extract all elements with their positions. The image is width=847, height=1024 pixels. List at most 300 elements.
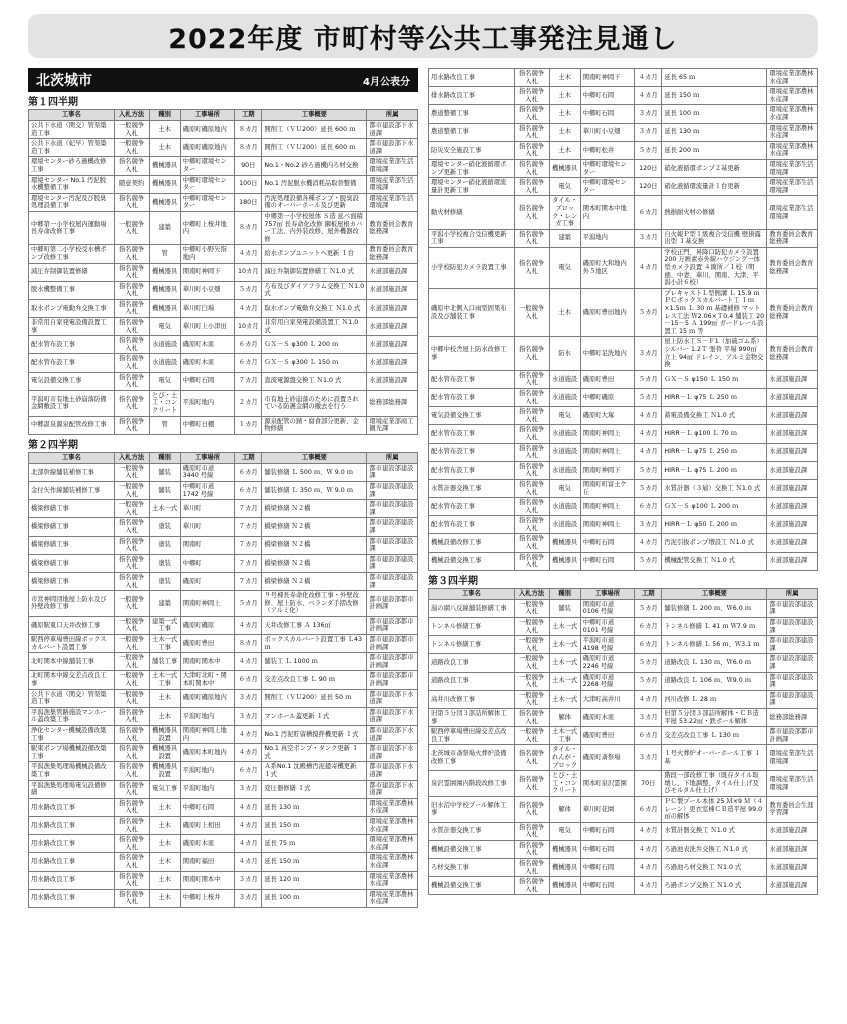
department-cell: 都市建設部建設課 bbox=[367, 481, 418, 499]
bid-method-cell: 指名競争入札 bbox=[514, 461, 549, 479]
bid-method-cell: 一般競争入札 bbox=[514, 672, 549, 690]
table-row bbox=[429, 516, 818, 534]
bid-method-cell: 指名競争入札 bbox=[114, 707, 149, 725]
table-header-row bbox=[429, 588, 818, 599]
category-cell: 土木 bbox=[149, 816, 180, 834]
department-cell: 環境産業部農林水産課 bbox=[767, 69, 818, 87]
duration-cell: ４カ月 bbox=[635, 534, 662, 552]
duration-cell: ４カ月 bbox=[235, 299, 262, 317]
bid-method-cell: 指名競争入札 bbox=[114, 762, 149, 780]
summary-cell: HIRR－Ｌ φ100 Ｌ 70 ｍ bbox=[662, 425, 767, 443]
duration-cell: ５カ月 bbox=[635, 388, 662, 406]
department-cell: 環境産業部農林水産課 bbox=[367, 871, 418, 889]
table-row bbox=[29, 318, 418, 336]
work-name-cell: 用水路改良工事 bbox=[29, 816, 115, 834]
table-row bbox=[429, 877, 818, 895]
summary-cell: ろ過ポンプ交換工 Ｎ1.0 式 bbox=[662, 877, 767, 895]
department-cell: 水道部施設課 bbox=[767, 534, 818, 552]
bid-method-cell: 指名競争入札 bbox=[114, 318, 149, 336]
table-row bbox=[29, 689, 418, 707]
category-cell: 土木 bbox=[549, 69, 580, 87]
summary-cell: No.1 汚泥脱水機消耗品取替整備 bbox=[262, 175, 367, 193]
category-cell: 電気 bbox=[549, 479, 580, 497]
work-name-cell: 環境センター汚泥及び脱臭処理設備工事 bbox=[29, 193, 115, 211]
summary-cell: 取水ポンプ電動弁交換工 Ｎ1.0 式 bbox=[262, 299, 367, 317]
table-row bbox=[429, 159, 818, 177]
location-cell: 中郷町石岡 bbox=[580, 822, 634, 840]
duration-cell: ７カ月 bbox=[235, 500, 262, 518]
summary-cell: 直流電源盤交換工 Ｎ1.0 式 bbox=[262, 372, 367, 390]
category-cell: 土木一式 bbox=[549, 654, 580, 672]
department-cell: 水道部施設課 bbox=[767, 461, 818, 479]
duration-cell: ４カ月 bbox=[635, 690, 662, 708]
location-cell: 関南町神岡上 bbox=[580, 498, 634, 516]
department-cell: 都市建設部建設課 bbox=[767, 654, 818, 672]
department-cell: 環境産業部生活環境課 bbox=[767, 771, 818, 797]
table-row bbox=[429, 822, 818, 840]
duration-cell: 90日 bbox=[235, 157, 262, 175]
location-cell: 磯原町木皿 bbox=[180, 835, 234, 853]
category-cell: 水道施設 bbox=[549, 516, 580, 534]
duration-cell: ６カ月 bbox=[235, 336, 262, 354]
column-header: 工事名 bbox=[29, 110, 115, 121]
summary-cell: 延長 150 ｍ bbox=[662, 87, 767, 105]
summary-cell: 延長 100 ｍ bbox=[262, 889, 367, 907]
bid-method-cell: 指名競争入札 bbox=[114, 157, 149, 175]
duration-cell: ３カ月 bbox=[235, 889, 262, 907]
work-name-cell: 北部幹線舗装補修工事 bbox=[29, 463, 115, 481]
header-banner bbox=[28, 14, 818, 58]
duration-cell: ６カ月 bbox=[635, 636, 662, 654]
duration-cell: ３カ月 bbox=[635, 516, 662, 534]
work-name-cell: 平潟漁集管路施設マンホール蓋改築工事 bbox=[29, 707, 115, 725]
work-name-cell: 非常用自家発電設備設置工事 bbox=[29, 318, 115, 336]
duration-cell: ４カ月 bbox=[235, 726, 262, 744]
table-row bbox=[29, 299, 418, 317]
department-cell: 都市建設部下水道課 bbox=[367, 780, 418, 798]
bid-method-cell: 指名競争入札 bbox=[114, 518, 149, 536]
duration-cell: 120日 bbox=[635, 178, 662, 196]
category-cell: 土木 bbox=[149, 835, 180, 853]
duration-cell: 10カ月 bbox=[235, 263, 262, 281]
work-name-cell: 用水路改良工事 bbox=[429, 69, 515, 87]
location-cell: 中郷町日棚 bbox=[180, 416, 234, 434]
summary-cell: 延長 65 ｍ bbox=[662, 69, 767, 87]
department-cell: 水道部施設課 bbox=[367, 336, 418, 354]
location-cell: 大津町高井川 bbox=[580, 690, 634, 708]
summary-cell: ９号棟長寿命化改修工事・外壁改修、屋上防水、ベランダ手摺改修（アルミ化） bbox=[262, 591, 367, 617]
work-name-cell: 市営神岡団地屋上防水及び外壁改修工事 bbox=[29, 591, 115, 617]
category-cell: 機械器具 bbox=[549, 159, 580, 177]
department-cell: 環境産業部農林水産課 bbox=[767, 87, 818, 105]
summary-cell: 硝化液循環流量計１台更新 bbox=[662, 178, 767, 196]
table-row bbox=[29, 780, 418, 798]
duration-cell: ５カ月 bbox=[635, 370, 662, 388]
summary-cell: 舗装修繕 Ｌ 200 ｍ、Ｗ6.0 ｍ bbox=[662, 599, 767, 617]
duration-cell: ７カ月 bbox=[235, 518, 262, 536]
duration-cell: ４カ月 bbox=[635, 87, 662, 105]
table-row bbox=[29, 616, 418, 634]
work-name-cell: 水質計器交換工事 bbox=[429, 822, 515, 840]
location-cell: 磯原町磯原地内 bbox=[180, 121, 234, 139]
bid-method-cell: 一般競争入札 bbox=[514, 599, 549, 617]
summary-cell: 汚泥引抜ポンプ増設工 Ｎ1.0 式 bbox=[662, 534, 767, 552]
department-cell: 都市建設部建設課 bbox=[367, 518, 418, 536]
bid-method-cell: 指名競争入札 bbox=[114, 372, 149, 390]
summary-cell: 延長 130 ｍ bbox=[262, 798, 367, 816]
bid-method-cell: 一般競争入札 bbox=[114, 591, 149, 617]
city-header-bar bbox=[28, 68, 418, 92]
duration-cell: ５カ月 bbox=[635, 479, 662, 497]
department-cell: 水道部施設課 bbox=[367, 281, 418, 299]
summary-cell: HIRR－Ｌ φ75 Ｌ 250 ｍ bbox=[662, 443, 767, 461]
work-name-cell: 平潟小学校複合受信機更新工事 bbox=[429, 229, 515, 247]
bid-method-cell: 指名競争入札 bbox=[514, 840, 549, 858]
bid-method-cell: 指名競争入札 bbox=[514, 822, 549, 840]
work-name-cell: 農道整備工事 bbox=[429, 105, 515, 123]
summary-cell: 水質計器交換工 Ｎ1.0 式 bbox=[662, 822, 767, 840]
department-cell: 都市建設部都市計画課 bbox=[367, 616, 418, 634]
table-row bbox=[429, 599, 818, 617]
summary-cell: 延長 150 ｍ bbox=[262, 816, 367, 834]
summary-cell: ボックスカルバート設置工事 Ｌ43ｍ bbox=[262, 635, 367, 653]
location-cell: 磯原町磯原 bbox=[180, 616, 234, 634]
work-name-cell: 駅西停車場豊田線交差点改良工事 bbox=[429, 727, 515, 745]
table-row bbox=[29, 554, 418, 572]
location-cell: 中郷町石岡 bbox=[180, 798, 234, 816]
location-cell: 磯原町豊田地内 bbox=[580, 288, 634, 337]
location-cell: 中郷町足洗地内 bbox=[580, 337, 634, 370]
category-cell: 解体 bbox=[549, 708, 580, 726]
table-row bbox=[29, 653, 418, 671]
table-row bbox=[429, 87, 818, 105]
duration-cell: ５カ月 bbox=[635, 552, 662, 570]
projects-table bbox=[428, 588, 818, 896]
table-row bbox=[29, 336, 418, 354]
work-name-cell: 中郷町第二小学校受水槽ポンプ改修工事 bbox=[29, 245, 115, 263]
department-cell: 都市建設部都市計画課 bbox=[767, 727, 818, 745]
bid-method-cell: 指名競争入札 bbox=[514, 479, 549, 497]
column-header: 所属 bbox=[367, 110, 418, 121]
duration-cell: 100日 bbox=[235, 175, 262, 193]
department-cell: 環境産業部農林水産課 bbox=[367, 853, 418, 871]
department-cell: 教育委員会教育総務課 bbox=[367, 211, 418, 244]
category-cell: 水道施設 bbox=[549, 370, 580, 388]
duration-cell: ６カ月 bbox=[635, 727, 662, 745]
right-sections bbox=[428, 68, 818, 895]
department-cell: 水道部施設課 bbox=[767, 516, 818, 534]
table-row bbox=[429, 534, 818, 552]
category-cell: 土木 bbox=[149, 871, 180, 889]
duration-cell: ６カ月 bbox=[235, 762, 262, 780]
work-name-cell: 平潟漁集処理場電気設備修繕 bbox=[29, 780, 115, 798]
work-name-cell: 公共下水道（妃早）管渠築造工事 bbox=[29, 139, 115, 157]
summary-cell: 延長 120 ｍ bbox=[262, 871, 367, 889]
location-cell: 関南町神岡下 bbox=[580, 461, 634, 479]
table-row bbox=[429, 654, 818, 672]
bid-method-cell: 指名競争入札 bbox=[514, 859, 549, 877]
table-row bbox=[29, 390, 418, 416]
projects-table bbox=[28, 109, 418, 435]
work-name-cell: 環境センター No.1 汚泥脱水機整備工事 bbox=[29, 175, 115, 193]
bid-method-cell: 指名競争入札 bbox=[514, 229, 549, 247]
category-cell: 電気 bbox=[549, 247, 580, 288]
department-cell: 水道部施設課 bbox=[767, 479, 818, 497]
duration-cell: ４カ月 bbox=[635, 443, 662, 461]
department-cell: 水道部施設課 bbox=[367, 299, 418, 317]
location-cell: 関南町関本中 bbox=[180, 871, 234, 889]
location-cell: 中郷町石岡 bbox=[580, 87, 634, 105]
column-header: 入札方法 bbox=[514, 588, 549, 599]
location-cell: 平潟地内 bbox=[580, 229, 634, 247]
column-header: 入札方法 bbox=[114, 452, 149, 463]
bid-method-cell: 指名競争入札 bbox=[114, 835, 149, 853]
table-row bbox=[29, 281, 418, 299]
summary-cell: HIRR－Ｌ φ75 Ｌ 200 ｍ bbox=[662, 461, 767, 479]
bid-method-cell: 随意契約 bbox=[114, 175, 149, 193]
location-cell: 中郷町 bbox=[180, 554, 234, 572]
duration-cell: ８カ月 bbox=[235, 211, 262, 244]
category-cell: 水道施設 bbox=[549, 425, 580, 443]
table-row bbox=[29, 481, 418, 499]
table-row bbox=[429, 796, 818, 822]
location-cell: 中郷町松井 bbox=[580, 141, 634, 159]
location-cell: 関南町市道 0106 号線 bbox=[580, 599, 634, 617]
category-cell: 機械器具 bbox=[149, 263, 180, 281]
category-cell: 土木 bbox=[149, 853, 180, 871]
department-cell: 水道部施設課 bbox=[367, 372, 418, 390]
summary-cell: 橋梁修繕 Ｎ２橋 bbox=[262, 554, 367, 572]
category-cell: とび・土工・コンクリート bbox=[549, 771, 580, 797]
duration-cell: ６カ月 bbox=[635, 618, 662, 636]
category-cell: タイル・れんが・ブロック bbox=[549, 745, 580, 771]
work-name-cell: 機械設備交換工事 bbox=[429, 840, 515, 858]
column-header: 所属 bbox=[767, 588, 818, 599]
location-cell: 平潟町市道 4198 号線 bbox=[580, 636, 634, 654]
bid-method-cell: 指名競争入札 bbox=[514, 247, 549, 288]
bid-method-cell: 一般競争入札 bbox=[114, 139, 149, 157]
bid-method-cell: 指名競争入札 bbox=[114, 536, 149, 554]
department-cell: 都市建設部建設課 bbox=[367, 463, 418, 481]
department-cell: 都市建設部下水道課 bbox=[367, 726, 418, 744]
location-cell: 磯原町大塚 bbox=[580, 407, 634, 425]
location-cell: 華川町小豆畑 bbox=[580, 123, 634, 141]
category-cell: 機械器具 bbox=[149, 157, 180, 175]
department-cell: 環境産業部農林水産課 bbox=[767, 105, 818, 123]
department-cell: 水道部施設課 bbox=[767, 407, 818, 425]
duration-cell: ３カ月 bbox=[235, 689, 262, 707]
bid-method-cell: 一般競争入札 bbox=[514, 618, 549, 636]
category-cell: 建築 bbox=[149, 591, 180, 617]
table-row bbox=[429, 178, 818, 196]
category-cell: 水道施設 bbox=[549, 461, 580, 479]
duration-cell: ３カ月 bbox=[635, 708, 662, 726]
location-cell: 関南町神岡上 bbox=[180, 591, 234, 617]
duration-cell: ４カ月 bbox=[235, 653, 262, 671]
left-column bbox=[28, 68, 418, 908]
work-name-cell: 駅東ポンプ場機械設備改築工事 bbox=[29, 744, 115, 762]
bid-method-cell: 一般競争入札 bbox=[114, 635, 149, 653]
table-row bbox=[29, 816, 418, 834]
table-row bbox=[29, 536, 418, 554]
summary-cell: 蓄電設備交換工 Ｎ1.0 式 bbox=[662, 407, 767, 425]
category-cell: 土木一式 bbox=[549, 618, 580, 636]
table-row bbox=[29, 835, 418, 853]
table-row bbox=[29, 762, 418, 780]
department-cell: 都市建設部下水道課 bbox=[367, 744, 418, 762]
category-cell: 機械器具 bbox=[549, 534, 580, 552]
work-name-cell: 電気設備交換工事 bbox=[29, 372, 115, 390]
department-cell: 環境産業部農林水産課 bbox=[367, 889, 418, 907]
duration-cell: ４カ月 bbox=[235, 798, 262, 816]
duration-cell: ６カ月 bbox=[235, 671, 262, 689]
table-row bbox=[429, 388, 818, 406]
duration-cell: ３カ月 bbox=[635, 123, 662, 141]
category-cell: 土木一式工事 bbox=[149, 635, 180, 653]
summary-cell: ＧＸ－Ｓ φ150 Ｌ 150 ｍ bbox=[662, 370, 767, 388]
summary-cell: ろ布及びダイアフラム交換工 Ｎ1.0 式 bbox=[262, 281, 367, 299]
duration-cell: ３カ月 bbox=[635, 229, 662, 247]
category-cell: 土木 bbox=[149, 707, 180, 725]
location-cell: 中郷町環境センター bbox=[180, 193, 234, 211]
location-cell: 磯原町木皿 bbox=[180, 336, 234, 354]
duration-cell: ６カ月 bbox=[635, 498, 662, 516]
bid-method-cell: 指名競争入札 bbox=[514, 196, 549, 229]
department-cell: 都市建設部都市計画課 bbox=[367, 591, 418, 617]
location-cell: 平潟町地内 bbox=[180, 780, 234, 798]
work-name-cell: 環境センター砂ろ過機改修工事 bbox=[29, 157, 115, 175]
table-row bbox=[29, 193, 418, 211]
location-cell: 華川町 bbox=[180, 500, 234, 518]
category-cell: 機械器具設置 bbox=[149, 726, 180, 744]
table-row bbox=[429, 690, 818, 708]
bid-method-cell: 指名競争入札 bbox=[114, 554, 149, 572]
table-row bbox=[429, 771, 818, 797]
table-row bbox=[29, 591, 418, 617]
location-cell: 中郷町石岡 bbox=[580, 552, 634, 570]
bid-method-cell: 一般競争入札 bbox=[114, 500, 149, 518]
department-cell: 水道部施設課 bbox=[767, 443, 818, 461]
table-row bbox=[429, 727, 818, 745]
department-cell: 環境産業部農林水産課 bbox=[767, 123, 818, 141]
duration-cell: ４カ月 bbox=[635, 859, 662, 877]
location-cell: 中郷町石岡 bbox=[180, 372, 234, 390]
department-cell: 都市建設部都市計画課 bbox=[367, 653, 418, 671]
bid-method-cell: 一般競争入札 bbox=[514, 636, 549, 654]
work-name-cell: 金付矢作線舗装補修工事 bbox=[29, 481, 115, 499]
duration-cell: １カ月 bbox=[235, 416, 262, 434]
bid-method-cell: 指名競争入札 bbox=[514, 123, 549, 141]
work-name-cell: 高井川改修工事 bbox=[429, 690, 515, 708]
duration-cell: ８カ月 bbox=[235, 121, 262, 139]
department-cell: 環境産業部生活環境課 bbox=[767, 745, 818, 771]
duration-cell: ４カ月 bbox=[635, 407, 662, 425]
bid-method-cell: 一般競争入札 bbox=[514, 690, 549, 708]
bid-method-cell: 指名競争入札 bbox=[114, 572, 149, 590]
category-cell: 機械器具 bbox=[149, 175, 180, 193]
category-cell: 解体 bbox=[549, 796, 580, 822]
table-row bbox=[29, 871, 418, 889]
table-row bbox=[29, 889, 418, 907]
category-cell: 土木一式工事 bbox=[149, 671, 180, 689]
department-cell: 環境産業部生活環境課 bbox=[767, 178, 818, 196]
department-cell: 水道部施設課 bbox=[367, 354, 418, 372]
category-cell: 電気 bbox=[549, 407, 580, 425]
category-cell: 機械器具 bbox=[149, 193, 180, 211]
projects-table bbox=[428, 68, 818, 571]
table-row bbox=[429, 618, 818, 636]
location-cell: 平潟町地内 bbox=[180, 390, 234, 416]
category-cell: 土木 bbox=[149, 798, 180, 816]
table-row bbox=[429, 288, 818, 337]
table-row bbox=[429, 708, 818, 726]
summary-cell: トンネル修繕 Ｌ 41 ｍ Ｗ7.9 ｍ bbox=[662, 618, 767, 636]
duration-cell: ３カ月 bbox=[235, 871, 262, 889]
table-row bbox=[429, 745, 818, 771]
location-cell: 平潟町地内 bbox=[180, 707, 234, 725]
location-cell: 中郷町石岡 bbox=[580, 859, 634, 877]
department-cell: 水道部施設課 bbox=[367, 318, 418, 336]
table-row bbox=[429, 479, 818, 497]
location-cell: 関南町神岡上 bbox=[580, 443, 634, 461]
summary-cell: 硝化液循環ポンプ２基更新 bbox=[662, 159, 767, 177]
department-cell: 教育委員会教育総務課 bbox=[767, 247, 818, 288]
bid-method-cell: 指名競争入札 bbox=[514, 178, 549, 196]
location-cell: 中郷町環境センター bbox=[580, 178, 634, 196]
duration-cell: ３カ月 bbox=[235, 707, 262, 725]
work-name-cell: 用水路改良工事 bbox=[29, 835, 115, 853]
location-cell: 中郷町小野矢指地内 bbox=[180, 245, 234, 263]
work-name-cell: 動火材修繕 bbox=[429, 196, 515, 229]
bid-method-cell: 指名競争入札 bbox=[114, 336, 149, 354]
category-cell: 塗装 bbox=[149, 572, 180, 590]
work-name-cell: 用水路改良工事 bbox=[29, 889, 115, 907]
duration-cell: ５カ月 bbox=[235, 281, 262, 299]
duration-cell: ５カ月 bbox=[635, 672, 662, 690]
department-cell: 水道部施設課 bbox=[367, 263, 418, 281]
column-header: 工事概要 bbox=[262, 452, 367, 463]
location-cell: 中郷町石岡 bbox=[580, 840, 634, 858]
summary-cell: 橋梁修繕 Ｎ２橋 bbox=[262, 536, 367, 554]
column-header: 工期 bbox=[635, 588, 662, 599]
table-row bbox=[29, 707, 418, 725]
department-cell: 教育委員会生涯学習課 bbox=[767, 796, 818, 822]
work-name-cell: 北町関本中線舗装工事 bbox=[29, 653, 115, 671]
work-name-cell: 橋梁修繕工事 bbox=[29, 554, 115, 572]
projects-table bbox=[28, 452, 418, 908]
location-cell: 華川町小豆畑 bbox=[180, 281, 234, 299]
work-name-cell: 電気設備交換工事 bbox=[429, 407, 515, 425]
summary-cell: 非常用自家発電設備設置工 Ｎ1.0 式 bbox=[262, 318, 367, 336]
duration-cell: ４カ月 bbox=[235, 744, 262, 762]
department-cell: 都市建設部都市計画課 bbox=[367, 635, 418, 653]
duration-cell: ４カ月 bbox=[635, 69, 662, 87]
category-cell: 水道施設 bbox=[549, 388, 580, 406]
column-header: 所属 bbox=[367, 452, 418, 463]
work-name-cell: 駅西停車場豊田線ボックスカルバート設置工事 bbox=[29, 635, 115, 653]
category-cell: 土木 bbox=[549, 141, 580, 159]
duration-cell: ６カ月 bbox=[635, 196, 662, 229]
work-name-cell: 橋梁修繕工事 bbox=[29, 500, 115, 518]
bid-method-cell: 指名競争入札 bbox=[114, 853, 149, 871]
category-cell: 土木一式 bbox=[149, 500, 180, 518]
duration-cell: 120日 bbox=[635, 159, 662, 177]
category-cell: 土木 bbox=[149, 889, 180, 907]
location-cell: 華川町臼場 bbox=[180, 299, 234, 317]
work-name-cell: 用水路改良工事 bbox=[29, 798, 115, 816]
summary-cell: 旧第５分団３部詰所解体・ＣＢ造平屋 53.22㎡・鉄ポール解体 bbox=[662, 708, 767, 726]
publication-date: 4月公表分 bbox=[363, 76, 410, 88]
